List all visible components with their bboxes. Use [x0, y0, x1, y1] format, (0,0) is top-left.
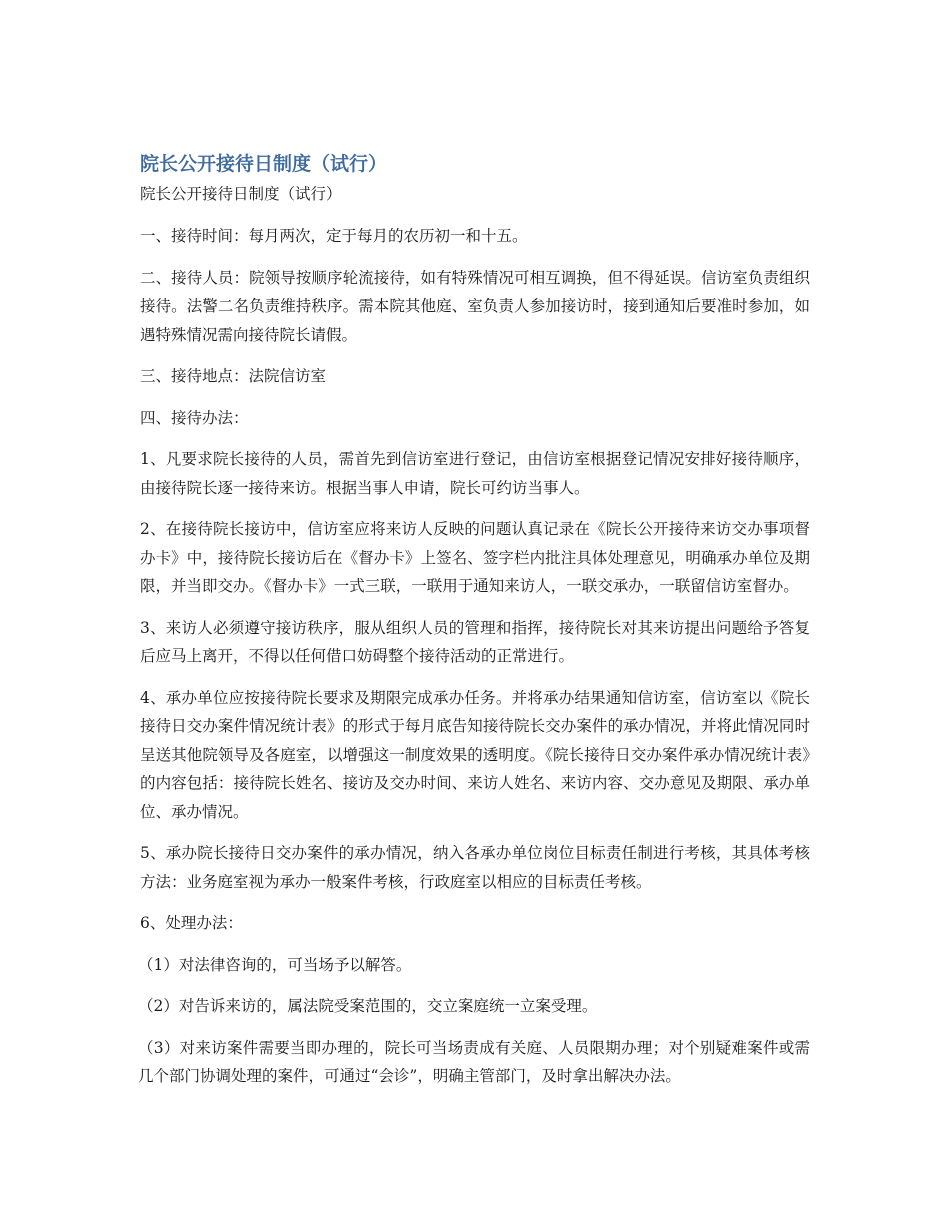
document-page	[140, 150, 810, 1104]
section-reception-staff: 二、接待人员：院领导按顺序轮流接待，如有特殊情况可相互调换，但不得延误。信访室负责组织接待。法警二名负责维持秩序。需本院其他庭、室负责人参加接访时，接到通知后要准时参加，如遇特殊情况需向接待院长请假。	[140, 268, 810, 344]
handling-item-2: （2）对告诉来访的，属法院受案范围的，交立案庭统一立案受理。	[138, 997, 598, 1015]
section-reception-methods: 四、接待办法：	[140, 408, 249, 427]
handling-item-3: （3）对来访案件需要当即办理的，院长可当场责成有关庭、人员限期办理；对个别疑难案件或需几个部门协调处理的案件，可通过“会诊”，明确主管部门，及时拿出解决办法。	[138, 1038, 810, 1085]
method-item-1: 1、凡要求院长接待的人员，需首先到信访室进行登记，由信访室根据登记情况安排好接待顺序，由接待院长逐一接待来访。根据当事人申请，院长可约访当事人。	[140, 450, 810, 497]
method-item-2: 2、在接待院长接访中，信访室应将来访人反映的问题认真记录在《院长公开接待来访交办事项督办卡》中，接待院长接访后在《督办卡》上签名、签字栏内批注具体处理意见，明确承办单位及期限，并当即交办。《督办卡》一式三联，一联用于通知来访人，一联交承办，一联留信访室督办。	[140, 520, 810, 595]
method-item-6: 6、处理办法：	[140, 914, 243, 932]
document-subtitle: 院长公开接待日制度（试行）	[140, 185, 342, 203]
section-reception-location: 三、接待地点：法院信访室	[140, 367, 327, 385]
document-title: 院长公开接待日制度（试行）	[140, 153, 388, 175]
method-item-5: 5、承办院长接待日交办案件的承办情况，纳入各承办单位岗位目标责任制进行考核，其具体考核方法：业务庭室视为承办一般案件考核，行政庭室以相应的目标责任考核。	[140, 844, 810, 891]
method-item-4: 4、承办单位应按接待院长要求及期限完成承办任务。并将承办结果通知信访室，信访室以《院长接待日交办案件情况统计表》的形式于每月底告知接待院长交办案件的承办情况，并将此情况同时呈送其他院领导及各庭室，以增强这一制度效果的透明度。《院长接待日交办案件承办情况统计表》的内容包括：接待院长姓名、接访及交办时间、来访人姓名、来访内容、交办意见及期限、承办单位、承办情况。	[140, 688, 810, 821]
section-reception-time: 一、接待时间：每月两次，定于每月的农历初一和十五。	[140, 227, 528, 245]
handling-item-1: （1）对法律咨询的，可当场予以解答。	[138, 955, 412, 974]
method-item-3: 3、来访人必须遵守接访秩序，服从组织人员的管理和指挥，接待院长对其来访提出问题给予答复后应马上离开，不得以任何借口妨碍整个接待活动的正常进行。	[140, 618, 810, 665]
